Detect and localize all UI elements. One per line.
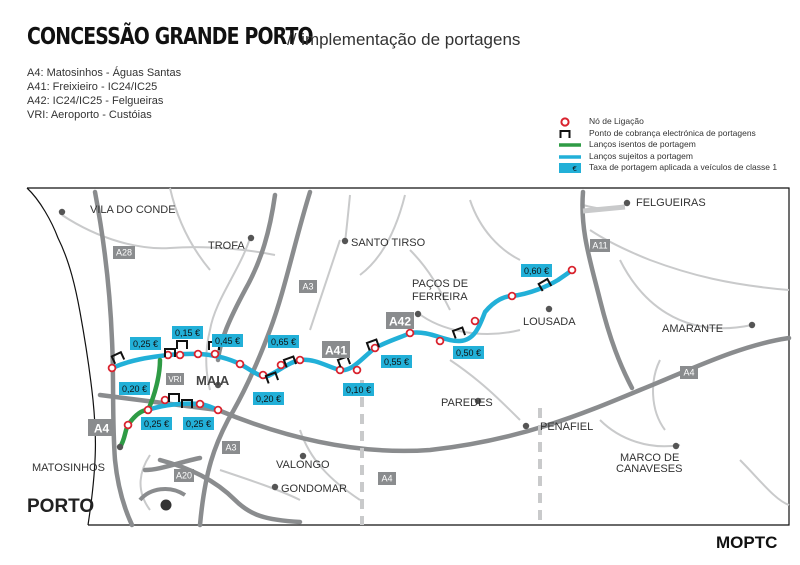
label-paredes: PAREDES <box>441 397 493 409</box>
place-dot-1 <box>59 209 65 215</box>
label-trofa: TROFA <box>208 240 245 252</box>
toll-badge-t11 <box>453 346 484 359</box>
toll-badge-t9 <box>343 383 374 396</box>
label-valongo: VALONGO <box>276 459 330 471</box>
node-11 <box>354 367 361 374</box>
label-porto: PORTO <box>27 496 95 517</box>
node-7 <box>260 372 267 379</box>
road-badge-text: A4 <box>683 367 695 378</box>
label-matosinhos: MATOSINHOS <box>32 462 105 474</box>
gantry-11 <box>169 394 179 402</box>
svg-text:VRI: VRI <box>168 375 182 384</box>
label-vila-do-conde: VILA DO CONDE <box>90 204 176 216</box>
label-santo-tirso: SANTO TIRSO <box>351 237 426 249</box>
toll-fee-text: 0,25 € <box>132 339 159 349</box>
toll-fee-text: 0,10 € <box>345 385 372 395</box>
toll-badge-t8 <box>183 417 214 430</box>
toll-badge-t2 <box>172 326 203 339</box>
gantry-6 <box>338 357 350 368</box>
place-dot-14 <box>673 443 679 449</box>
node-18 <box>145 407 152 414</box>
toll-fee-text: 0,60 € <box>523 266 550 276</box>
toll-fee-text: 0,25 € <box>143 419 170 429</box>
legend-gantry-label: Ponto de cobrança electrónica de portagens <box>589 127 756 138</box>
map-subtitle: // implementação de portagens <box>287 30 521 49</box>
road-badge-text: A3 <box>302 281 314 292</box>
legend-fee-label: Taxa de portagem aplicada a veículos de classe 1 <box>589 162 778 172</box>
fee-symbol: € <box>572 165 577 173</box>
toll-badge-t3 <box>212 334 243 347</box>
road-badge-a4-mid <box>378 472 396 485</box>
road-badge-a28 <box>113 246 135 259</box>
toll-badge-t1 <box>130 337 161 350</box>
road-badge-text: A4 <box>381 473 393 484</box>
place-dot-4 <box>624 200 630 206</box>
legend-node-label: Nó de Ligação <box>589 116 644 126</box>
node-22 <box>162 397 169 404</box>
place-dot-7 <box>749 322 755 328</box>
node-21 <box>215 407 222 414</box>
porto-dot <box>161 500 172 511</box>
road-badge-a41-big <box>322 341 350 358</box>
credit-logo: MOPTC <box>716 533 778 552</box>
place-dot-9 <box>523 423 529 429</box>
road-a11 <box>582 192 632 388</box>
label-marco-1: MARCO DE <box>620 452 680 464</box>
toll-fee-text: 0,25 € <box>185 419 212 429</box>
node-5 <box>212 351 219 358</box>
place-dot-11 <box>117 444 123 450</box>
a41-west-segment <box>112 270 572 377</box>
porto-ring <box>140 489 185 500</box>
place-dot-13 <box>272 484 278 490</box>
toll-fee-text: 0,20 € <box>121 384 148 394</box>
road-badge-text: A11 <box>592 240 608 251</box>
node-16 <box>509 293 516 300</box>
toll-fee-text: 0,15 € <box>174 328 201 338</box>
toll-fee-text: 0,55 € <box>383 357 410 367</box>
toll-fee-text: 0,45 € <box>214 336 241 346</box>
legend-free-label: Lanços isentos de portagem <box>589 139 696 149</box>
road-badge-text: A41 <box>324 343 348 358</box>
node-19 <box>125 422 132 429</box>
place-dot-6 <box>546 306 552 312</box>
road-badge-vri <box>166 373 184 385</box>
label-pacos-ferreira-2: FERREIRA <box>412 291 468 303</box>
label-marco-2: CANAVESES <box>616 463 683 475</box>
road-badge-a3-north <box>299 280 317 293</box>
node-12 <box>372 345 379 352</box>
road-badge-a4-big <box>88 419 115 436</box>
gantry-3 <box>177 341 187 349</box>
road-badge-a20 <box>174 469 194 482</box>
label-pacos-ferreira-1: PAÇOS DE <box>412 278 469 290</box>
node-20 <box>197 401 204 408</box>
label-felgueiras: FELGUEIRAS <box>636 197 706 209</box>
node-1 <box>109 365 116 372</box>
road-badge-a42-big <box>386 312 414 329</box>
toll-badge-t12 <box>521 264 552 277</box>
node-17 <box>569 267 576 274</box>
label-amarante: AMARANTE <box>662 323 724 335</box>
road-via-norte <box>145 458 200 470</box>
route-a42: A42: IC24/IC25 - Felgueiras <box>27 95 164 107</box>
route-a4: A4: Matosinhos - Águas Santas <box>27 67 182 79</box>
road-badge-a11 <box>590 239 610 252</box>
toll-badge-t5 <box>268 335 299 348</box>
map-title: CONCESSÃO GRANDE PORTO <box>27 24 313 50</box>
node-3 <box>177 352 184 359</box>
road-badge-text: A20 <box>175 470 193 481</box>
road-badge-a4-east <box>680 366 698 379</box>
label-lousada: LOUSADA <box>523 316 576 328</box>
place-dot-3 <box>342 238 348 244</box>
toll-badge-t6 <box>253 392 284 405</box>
label-gondomar: GONDOMAR <box>281 483 347 495</box>
road-badge-a3-south <box>222 441 240 454</box>
legend-tolled-label: Lanços sujeitos a portagem <box>589 150 693 161</box>
coastline <box>27 188 95 525</box>
label-penafiel: PENAFIEL <box>540 421 594 433</box>
toll-badge-t4 <box>119 382 150 395</box>
node-4 <box>195 351 202 358</box>
place-dot-5 <box>415 311 421 317</box>
node-14 <box>437 338 444 345</box>
road-a4-east <box>218 338 789 451</box>
label-maia: MAIA <box>196 373 230 388</box>
toll-badge-t10 <box>381 355 412 368</box>
node-6 <box>237 361 244 368</box>
node-9 <box>297 357 304 364</box>
road-badge-text: A3 <box>225 442 237 453</box>
toll-fee-text: 0,50 € <box>455 348 482 358</box>
node-15 <box>472 318 479 325</box>
road-badge-text: A28 <box>115 247 133 258</box>
major-roads <box>95 192 789 525</box>
route-vri: VRI: Aeroporto - Custóias <box>27 109 152 121</box>
road-badge-text: A4 <box>93 421 110 436</box>
node-8 <box>278 362 285 369</box>
route-a41: A41: Freixieiro - IC24/IC25 <box>27 81 158 93</box>
road-badge-text: A42 <box>388 314 412 329</box>
toll-fee-text: 0,20 € <box>255 394 282 404</box>
toll-fee-text: 0,65 € <box>270 337 297 347</box>
place-dot-2 <box>248 235 254 241</box>
node-13 <box>407 330 414 337</box>
toll-badge-t7 <box>141 417 172 430</box>
